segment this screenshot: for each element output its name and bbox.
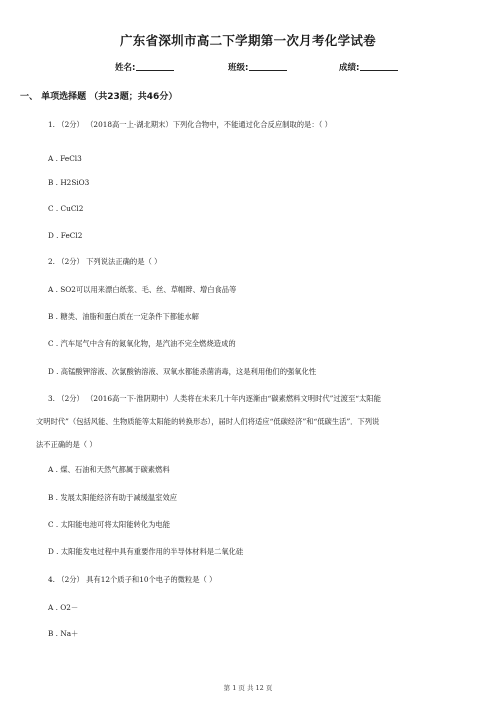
q4-option-b: B . Na＋ [48,629,79,638]
q3-option-c: C . 太阳能电池可将太阳能转化为电能 [48,520,170,529]
q1-option-a: A . FeCl3 [48,154,82,163]
class-blank[interactable] [249,70,287,71]
question-3: 3. （2分） （2016高一下·淮阴期中）人类将在未来几十年内逐渐由“碳素燃料文明时代”过渡至“太阳能 [48,394,381,403]
q2-option-c: C . 汽车尾气中含有的氮氧化物，是汽油不完全燃烧造成的 [48,339,236,348]
score-field[interactable]: 成绩: [339,61,398,73]
q4-option-a: A . O2－ [48,603,79,612]
q3-option-d: D . 太阳能发电过程中具有重要作用的半导体材料是二氧化硅 [48,547,244,556]
q1-option-d: D . FeCl2 [48,231,83,240]
q3-option-b: B . 发展太阳能经济有助于减缓温室效应 [48,493,178,502]
question-3-line-2: 文明时代”（包括风能、生物质能等太阳能的转换形态），届时人们将适应“低碳经济”和“低碳生活”．下列说 [36,417,380,426]
q2-option-b: B . 糖类、油脂和蛋白质在一定条件下都能水解 [48,312,199,321]
q1-option-b: B . H2SiO3 [48,178,90,187]
q3-option-a: A . 煤、石油和天然气都属于碳素燃料 [48,465,170,474]
question-1: 1. （2分） （2018高一上·湖北期末）下列化合物中，不能通过化合反应制取的是：（ ） [48,120,332,129]
question-4: 4. （2分） 具有12个质子和10个电子的微粒是（ ） [48,575,217,584]
q2-option-a: A . SO2可以用来漂白纸浆、毛、丝、草帽辫、增白食品等 [48,285,237,294]
question-3-line-3: 法不正确的是（ ） [36,440,97,449]
question-2: 2. （2分） 下列说法正确的是（ ） [48,257,162,266]
class-field[interactable]: 班级: [228,61,287,73]
name-blank[interactable] [136,70,174,71]
page-title: 广东省深圳市高二下学期第一次月考化学试卷 [119,33,376,48]
page-number: 第 1 页 共 12 页 [223,684,273,692]
section-heading: 一、 单项选择题 （共23题；共46分） [20,92,178,102]
q1-option-c: C . CuCl2 [48,204,84,213]
name-field[interactable]: 姓名: [115,61,174,73]
q2-option-d: D . 高锰酸钾溶液、次氯酸钠溶液、双氧水都能杀菌消毒，这是利用他们的强氧化性 [48,367,317,376]
score-blank[interactable] [360,70,398,71]
